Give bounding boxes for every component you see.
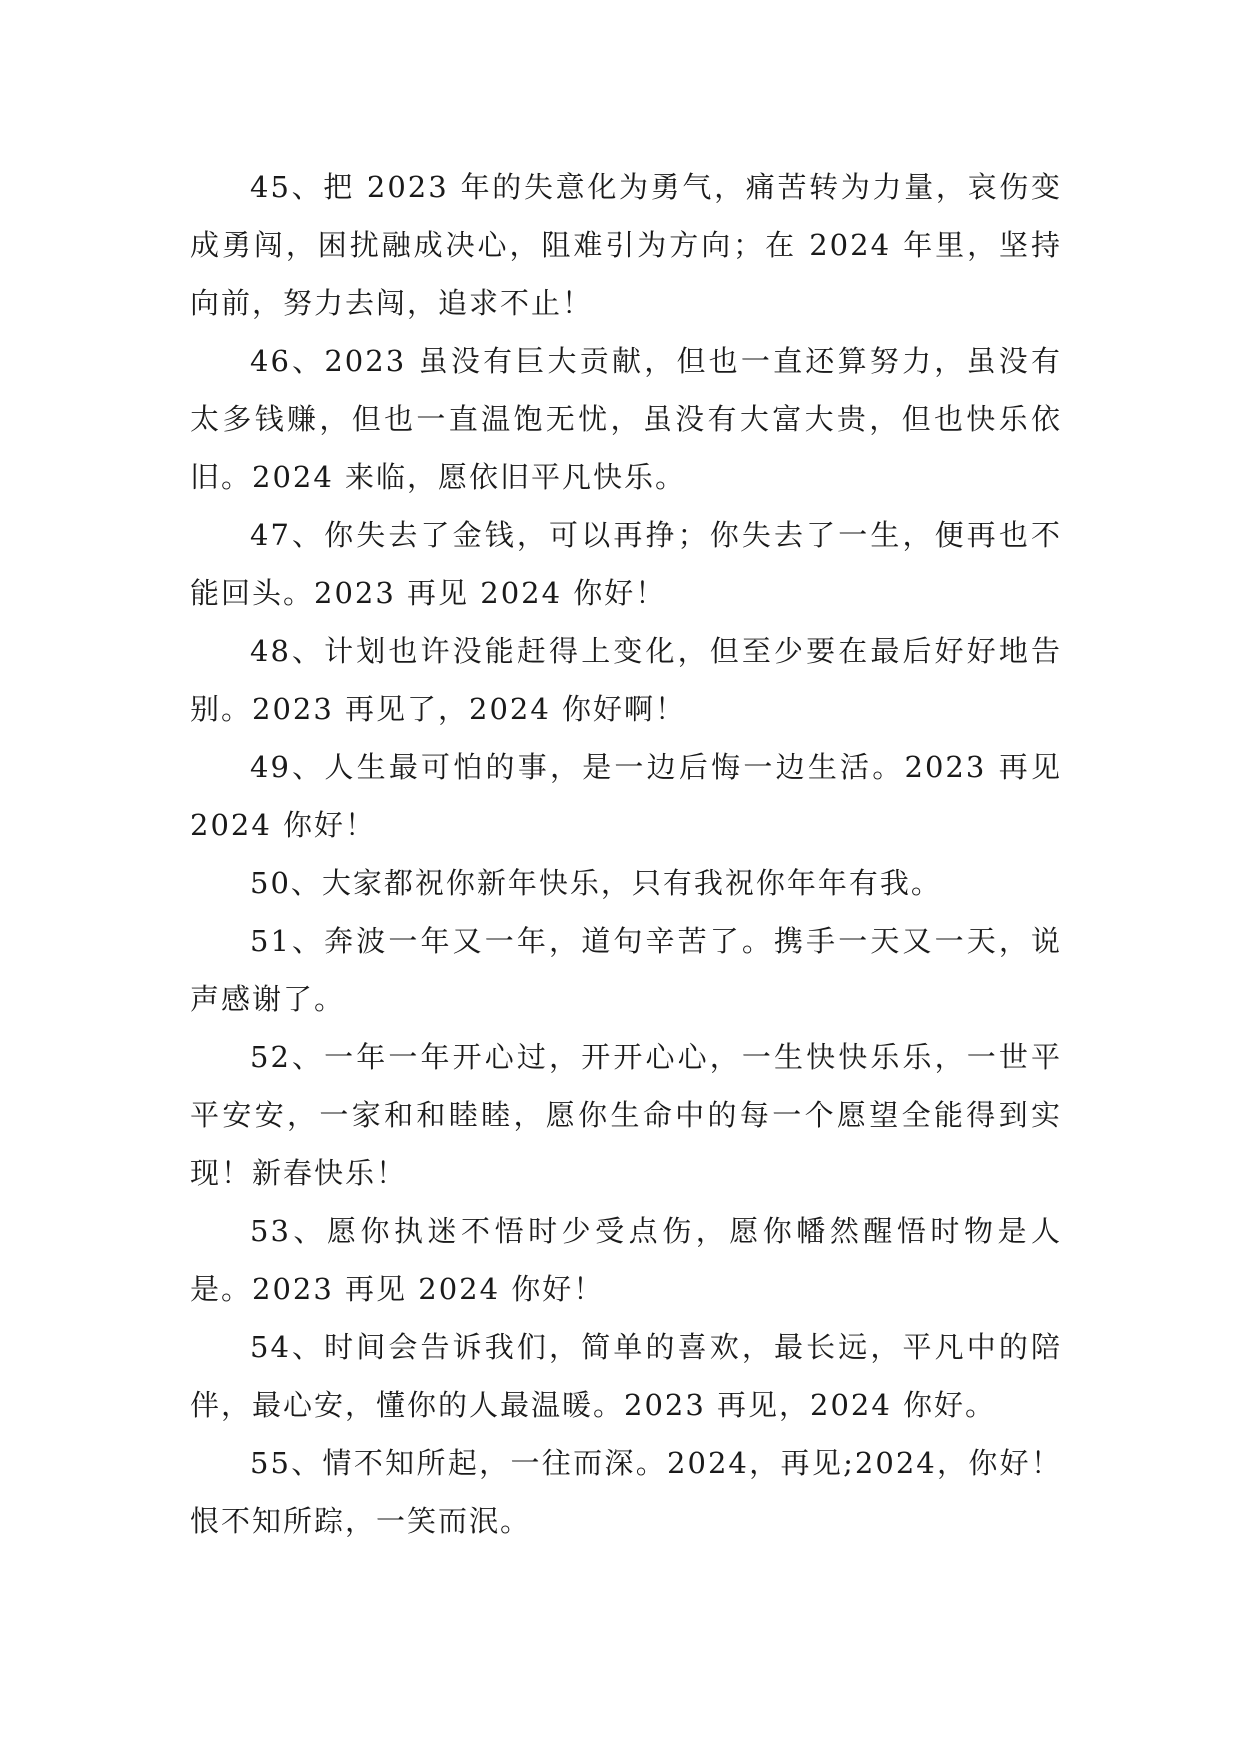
paragraph-47: 47、你失去了金钱，可以再挣；你失去了一生，便再也不能回头。2023 再见 2024 你好！ (190, 518, 1062, 610)
paragraph-50: 50、大家都祝你新年快乐，只有我祝你年年有我。 (250, 866, 942, 900)
paragraph-48: 48、计划也许没能赶得上变化，但至少要在最后好好地告别。2023 再见了，2024 你好啊！ (190, 634, 1062, 726)
paragraph-46: 46、2023 虽没有巨大贡献，但也一直还算努力，虽没有太多钱赚，但也一直温饱无忧，虽没有大富大贵，但也快乐依旧。2024 来临，愿依旧平凡快乐。 (190, 344, 1062, 494)
paragraph-55: 55、情不知所起，一往而深。2024，再见;2024，你好！恨不知所踪，一笑而泯。 (190, 1446, 1062, 1538)
paragraph-49: 49、人生最可怕的事，是一边后悔一边生活。2023 再见 2024 你好！ (190, 750, 1062, 842)
paragraph-45: 45、把 2023 年的失意化为勇气，痛苦转为力量，哀伤变成勇闯，困扰融成决心，阻难引为方向；在 2024 年里，坚持向前，努力去闯，追求不止！ (190, 170, 1062, 320)
document-body (190, 158, 1062, 1550)
paragraph-51: 51、奔波一年又一年，道句辛苦了。携手一天又一天，说声感谢了。 (190, 924, 1062, 1016)
paragraph-53: 53、愿你执迷不悟时少受点伤，愿你幡然醒悟时物是人是。2023 再见 2024 你好！ (190, 1214, 1062, 1306)
paragraph-52: 52、一年一年开心过，开开心心，一生快快乐乐，一世平平安安，一家和和睦睦，愿你生命中的每一个愿望全能得到实现！新春快乐！ (190, 1040, 1062, 1190)
paragraph-54: 54、时间会告诉我们，简单的喜欢，最长远，平凡中的陪伴，最心安，懂你的人最温暖。2023 再见，2024 你好。 (190, 1330, 1062, 1422)
